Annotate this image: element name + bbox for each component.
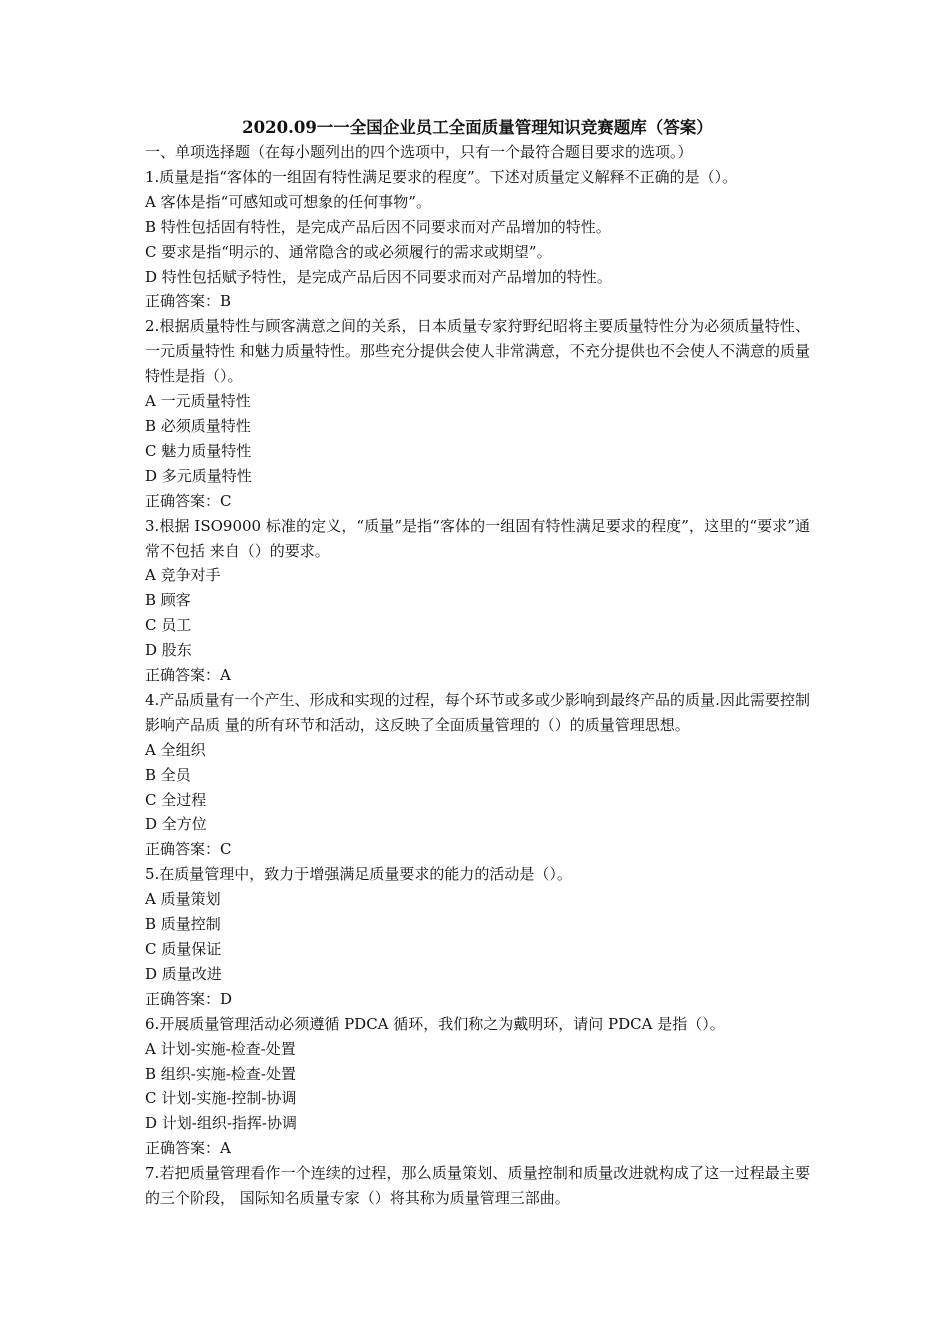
question-stem: 5.在质量管理中，致力于增强满足质量要求的能力的活动是（）。 bbox=[145, 865, 572, 884]
option-d: D 股东 bbox=[145, 641, 192, 660]
option-c: C 魅力质量特性 bbox=[145, 441, 252, 460]
option-b: B 全员 bbox=[145, 765, 191, 784]
correct-answer: 正确答案：A bbox=[145, 666, 231, 685]
correct-answer: 正确答案：C bbox=[145, 491, 232, 510]
option-d: D 多元质量特性 bbox=[145, 466, 252, 485]
question-5 bbox=[145, 862, 810, 1011]
option-b: B 组织-实施-检查-处置 bbox=[145, 1064, 296, 1083]
question-stem: 2.根据质量特性与顾客满意之间的关系，日本质量专家狩野纪昭将主要质量特性分为必须质量特性、一元质量特性 和魅力质量特性。那些充分提供会使人非常满意，不充分提供也不会使人不满意的质量特性是指（）。 bbox=[145, 317, 810, 386]
question-stem: 4.产品质量有一个产生、形成和实现的过程，每个环节或多或少影响到最终产品的质量.因此需要控制影响产品质 量的所有环节和活动，这反映了全面质量管理的（）的质量管理思想。 bbox=[145, 690, 810, 734]
option-b: B 质量控制 bbox=[145, 915, 221, 934]
option-d: D 特性包括赋予特性，是完成产品后因不同要求而对产品增加的特性。 bbox=[145, 267, 612, 286]
option-a: A 质量策划 bbox=[145, 890, 221, 909]
option-c: C 员工 bbox=[145, 616, 192, 635]
option-c: C 要求是指“明示的、通常隐含的或必须履行的需求或期望”。 bbox=[145, 242, 552, 261]
correct-answer: 正确答案：A bbox=[145, 1139, 231, 1158]
option-c: C 全过程 bbox=[145, 790, 207, 809]
question-4 bbox=[145, 688, 810, 862]
question-1 bbox=[145, 165, 810, 314]
option-b: B 特性包括固有特性，是完成产品后因不同要求而对产品增加的特性。 bbox=[145, 217, 611, 236]
section-heading: 一、单项选择题（在每小题列出的四个选项中，只有一个最符合题目要求的选项。） bbox=[145, 143, 693, 161]
option-c: C 计划-实施-控制-协调 bbox=[145, 1089, 297, 1108]
question-stem: 7.若把质量管理看作一个连续的过程，那么质量策划、质量控制和质量改进就构成了这一过程最主要的三个阶段， 国际知名质量专家（）将其称为质量管理三部曲。 bbox=[145, 1164, 810, 1208]
option-b: B 必须质量特性 bbox=[145, 416, 251, 435]
correct-answer: 正确答案：B bbox=[145, 292, 232, 311]
option-d: D 质量改进 bbox=[145, 964, 222, 983]
question-3 bbox=[145, 514, 810, 688]
option-d: D 计划-组织-指挥-协调 bbox=[145, 1114, 298, 1133]
option-a: A 全组织 bbox=[145, 740, 206, 759]
option-d: D 全方位 bbox=[145, 815, 207, 834]
option-a: A 客体是指“可感知或可想象的任何事物”。 bbox=[145, 192, 431, 211]
document-page bbox=[145, 116, 810, 1211]
question-stem: 1.质量是指“客体的一组固有特性满足要求的程度”。下述对质量定义解释不正确的是（）。 bbox=[145, 167, 738, 186]
question-6 bbox=[145, 1012, 810, 1161]
question-7 bbox=[145, 1161, 810, 1211]
correct-answer: 正确答案：D bbox=[145, 989, 233, 1008]
document-title: 2020.09一一全国企业员工全面质量管理知识竞赛题库（答案） bbox=[242, 118, 713, 137]
option-a: A 竞争对手 bbox=[145, 566, 221, 585]
question-stem: 3.根据 ISO9000 标准的定义，“质量”是指“客体的一组固有特性满足要求的程度”，这里的“要求”通常不包括 来自（）的要求。 bbox=[145, 516, 810, 560]
question-2 bbox=[145, 314, 810, 513]
option-a: A 计划-实施-检查-处置 bbox=[145, 1039, 296, 1058]
question-stem: 6.开展质量管理活动必须遵循 PDCA 循环，我们称之为戴明环，请问 PDCA 是指（）。 bbox=[145, 1014, 725, 1033]
option-b: B 顾客 bbox=[145, 591, 191, 610]
option-a: A 一元质量特性 bbox=[145, 392, 251, 411]
option-c: C 质量保证 bbox=[145, 940, 222, 958]
correct-answer: 正确答案：C bbox=[145, 840, 232, 859]
